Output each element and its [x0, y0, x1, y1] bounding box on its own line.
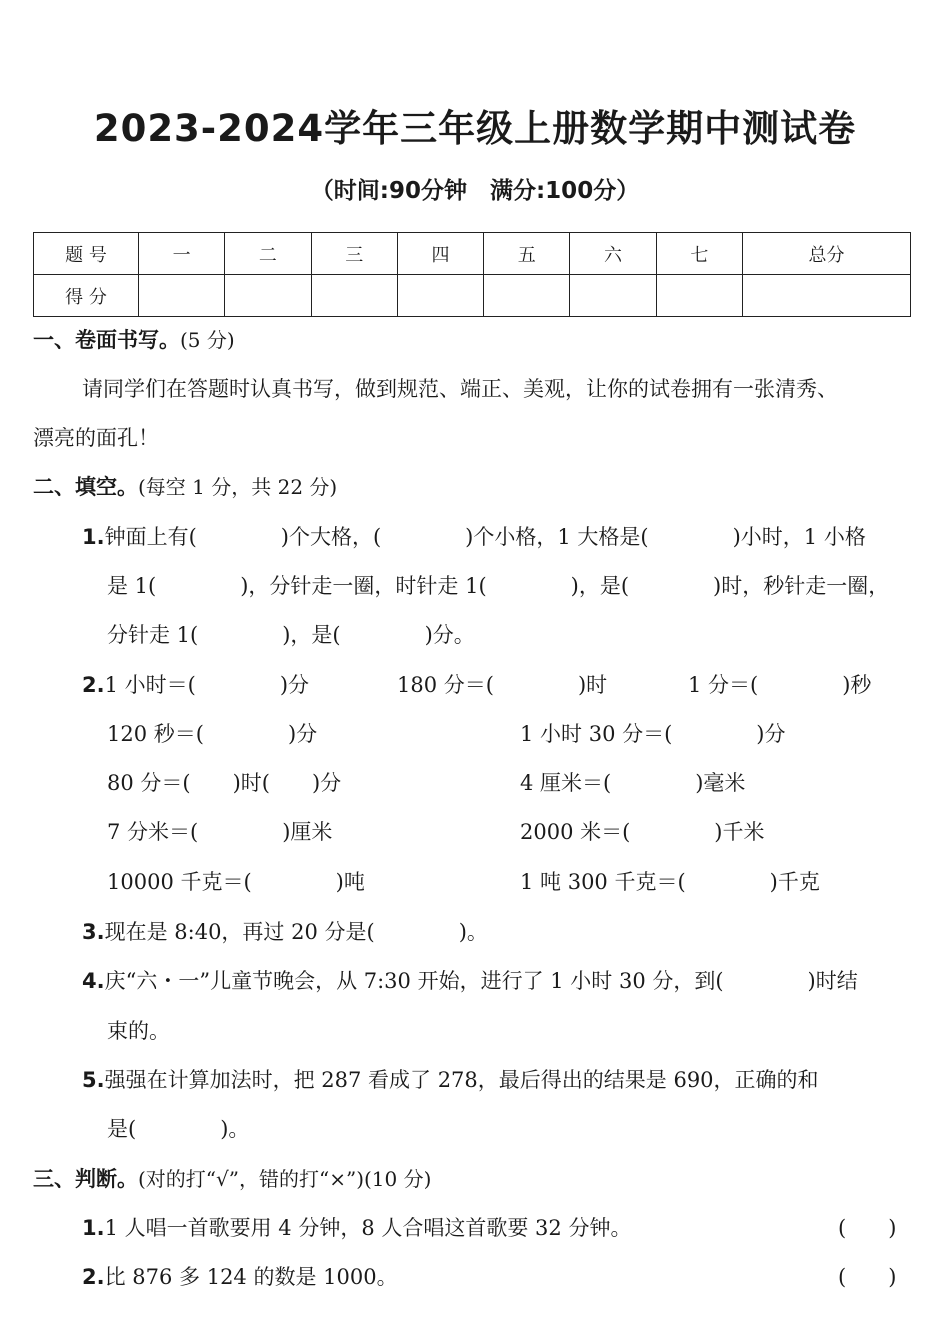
question-3-2: [82, 1262, 398, 1292]
score-table-score-row: [34, 275, 911, 317]
question-number: 2.: [82, 1265, 105, 1289]
conversion-item: 1 小时 30 分＝( )分: [520, 722, 786, 746]
question-text: 强强在计算加法时，把 287 看成了 278，最后得出的结果是 690，正确的和: [104, 1068, 819, 1092]
question-text: 现在是 8:40，再过 20 分是( )。: [104, 920, 488, 944]
score-table-header-row: [34, 233, 911, 275]
section-1-line1: 请同学们在答题时认真书写，做到规范、端正、美观，让你的试卷拥有一张清秀、: [82, 377, 838, 401]
question-number: 1.: [82, 525, 105, 549]
section-1-title: 一、卷面书写。: [33, 328, 180, 352]
score-table-row1-label: 题 号: [34, 233, 139, 275]
conversion-item: 10000 千克＝( )吨: [107, 870, 365, 894]
conversion-item: 4 厘米＝( )毫米: [520, 771, 746, 795]
conversion-item: 2000 米＝( )千米: [520, 820, 765, 844]
score-cell[interactable]: [397, 275, 483, 317]
conversion-item: 180 分＝( )时: [397, 673, 608, 697]
section-2-note: (每空 1 分，共 22 分): [138, 475, 338, 499]
question-2-1-line3: 分针走 1( )，是( )分。: [107, 623, 475, 647]
section-1-note: (5 分): [180, 328, 235, 352]
score-table-header: 四: [397, 233, 483, 275]
question-text: 庆“六・一”儿童节晚会，从 7:30 开始，进行了 1 小时 30 分，到( )时结: [104, 969, 858, 993]
score-table-header: 六: [570, 233, 656, 275]
section-3-title: 三、判断。: [33, 1167, 138, 1191]
page-title: 2023-2024学年三年级上册数学期中测试卷: [93, 107, 857, 150]
question-number: 2.: [82, 673, 105, 697]
question-text: 比 876 多 124 的数是 1000。: [104, 1265, 398, 1289]
conversion-item: 80 分＝( )时( )分: [107, 771, 342, 795]
question-number: 4.: [82, 969, 105, 993]
section-2-heading: [33, 472, 337, 502]
score-cell[interactable]: [484, 275, 570, 317]
section-1-line2: 漂亮的面孔！: [33, 426, 159, 450]
score-table-header: 五: [484, 233, 570, 275]
exam-info: （时间:90分钟 满分:100分）: [310, 178, 640, 204]
score-cell[interactable]: [139, 275, 225, 317]
conversion-item: 120 秒＝( )分: [107, 722, 318, 746]
question-2-2: [82, 670, 309, 700]
question-number: 1.: [82, 1216, 105, 1240]
score-table-header: 七: [656, 233, 742, 275]
score-table-header: 一: [139, 233, 225, 275]
conversion-item: 7 分米＝( )厘米: [107, 820, 333, 844]
answer-blank[interactable]: ( ): [838, 1216, 897, 1240]
section-2-title: 二、填空。: [33, 475, 138, 499]
conversion-item: 1 小时＝( )分: [104, 673, 310, 697]
question-2-5: [82, 1065, 819, 1095]
score-table-row2-label: 得 分: [34, 275, 139, 317]
score-table-header: 三: [311, 233, 397, 275]
answer-blank[interactable]: ( ): [838, 1265, 897, 1289]
question-text: 1 人唱一首歌要用 4 分钟，8 人合唱这首歌要 32 分钟。: [104, 1216, 632, 1240]
question-2-4: [82, 966, 858, 996]
conversion-item: 1 分＝( )秒: [688, 673, 872, 697]
section-1-heading: [33, 325, 235, 355]
section-3-heading: [33, 1164, 431, 1194]
section-3-note: (对的打“√”，错的打“×”)(10 分): [138, 1167, 432, 1191]
score-table-header: 总分: [742, 233, 910, 275]
score-table: [33, 232, 911, 317]
question-2-1: [82, 522, 866, 552]
conversion-item: 1 吨 300 千克＝( )千克: [520, 870, 820, 894]
question-number: 3.: [82, 920, 105, 944]
score-cell[interactable]: [742, 275, 910, 317]
score-cell[interactable]: [570, 275, 656, 317]
score-cell[interactable]: [656, 275, 742, 317]
score-cell[interactable]: [311, 275, 397, 317]
question-number: 5.: [82, 1068, 105, 1092]
question-2-4-line2: 束的。: [107, 1019, 170, 1043]
question-3-1: [82, 1213, 631, 1243]
question-2-1-line2: 是 1( )，分针走一圈，时针走 1( )，是( )时，秒针走一圈，: [107, 574, 890, 598]
score-cell[interactable]: [225, 275, 311, 317]
question-2-3: [82, 917, 488, 947]
question-2-5-line2: 是( )。: [107, 1117, 250, 1141]
score-table-header: 二: [225, 233, 311, 275]
question-text: 钟面上有( )个大格，( )个小格，1 大格是( )小时，1 小格: [104, 525, 866, 549]
